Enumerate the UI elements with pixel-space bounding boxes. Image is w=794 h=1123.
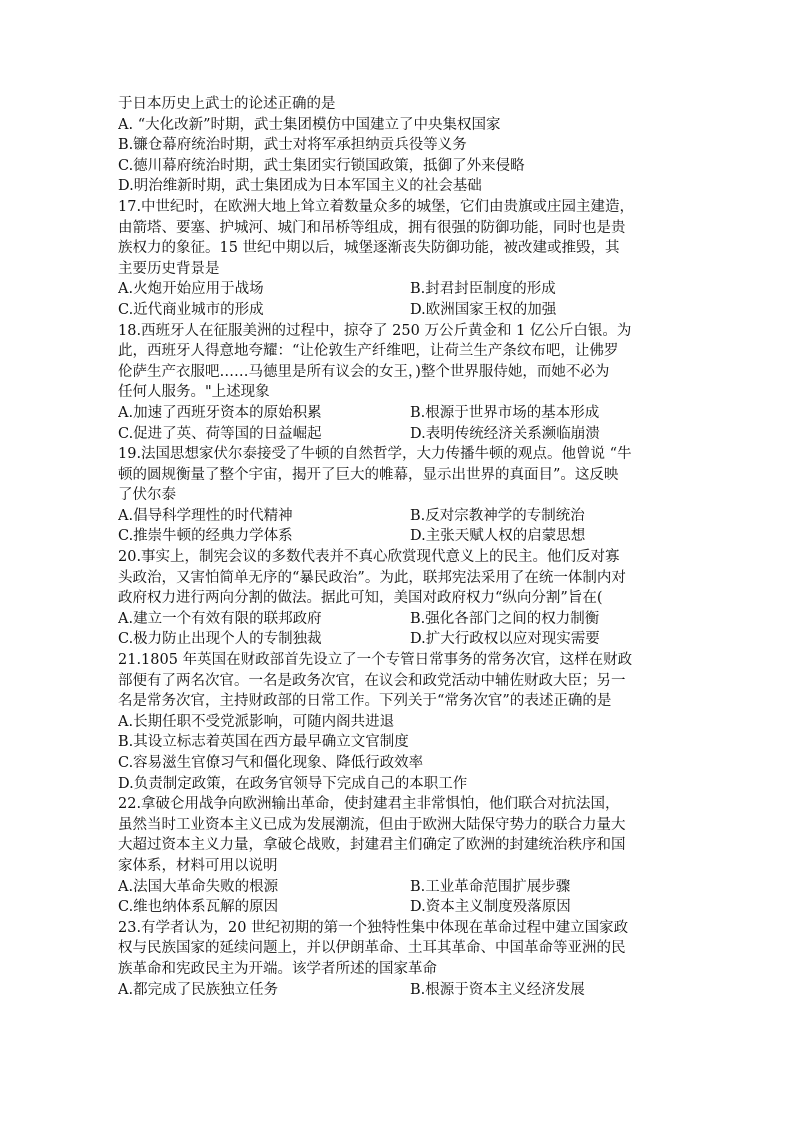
question-stem-line: 此，西班牙人得意地夸耀：“让伦敦生产纤维吧，让荷兰生产条纹布吧，让佛罗 xyxy=(118,343,619,360)
question-stem-line: 家体系，材料可用以说明 xyxy=(118,857,278,874)
option-b: B.镰仓幕府统治时期，武士对将军承担纳贡兵役等义务 xyxy=(118,137,467,154)
question-stem-line: 族权力的象征。15 世纪中期以后，城堡逐渐丧失防御功能，被改建或推毁，其 xyxy=(118,240,620,257)
question-stem-line: 22.拿破仑用战争向欧洲输出革命，使封建君主非常惧怕，他们联合对抗法国， xyxy=(118,796,620,813)
option-row xyxy=(118,506,718,527)
question-stem-line: 政府权力进行两向分割的做法。据此可知，美国对政府权力“纵向分割”旨在( xyxy=(118,590,603,607)
question-stem-line: 部便有了两名次官。一名是政务次官，在议会和政党活动中辅佐财政大臣；另一 xyxy=(118,672,626,689)
question-stem-line: 由箭塔、要塞、护城河、城门和吊桥等组成，拥有很强的防御功能，同时也是贵 xyxy=(118,219,626,236)
option-a: A.都完成了民族独立任务 xyxy=(118,981,279,998)
option-c: C.维也纳体系瓦解的原因 xyxy=(118,899,279,916)
option-d: D.资本主义制度殁落原因 xyxy=(410,899,571,916)
question-stem-line: 主要历史背景是 xyxy=(118,260,220,277)
question-stem-line: 伦萨生产衣服吧……马德里是所有议会的女王，)整个世界服侍她，而她不必为 xyxy=(118,363,610,380)
option-b: B.封君封臣制度的形成 xyxy=(410,281,556,298)
option-a: A.法国大革命失败的根源 xyxy=(118,878,279,895)
question-stem-line: 族革命和宪政民主为开端。该学者所述的国家革命 xyxy=(118,960,437,977)
option-a: A.长期任职不受党派影响，可随内阁共进退 xyxy=(118,713,395,730)
option-row xyxy=(118,300,718,321)
option-d: D.扩大行政权以应对现实需要 xyxy=(410,631,600,648)
option-d: D.主张天赋人权的启蒙思想 xyxy=(410,528,586,545)
question-stem-line: 虽然当时工业资本主义已成为发展潮流，但由于欧洲大陆保守势力的联合力量大 xyxy=(118,816,626,833)
option-c: C.近代商业城市的形成 xyxy=(118,301,264,318)
option-row xyxy=(118,897,718,918)
question-18 xyxy=(118,321,718,445)
question-stem-line: 19.法国思想家伏尔泰接受了牛顿的自然哲学，大力传播牛顿的观点。他曾说 “牛 xyxy=(118,446,632,463)
question-stem-line: 名是常务次官，主持财政部的日常工作。下列关于“常务次官”的表述正确的是 xyxy=(118,693,612,710)
option-b: B.反对宗教神学的专制统治 xyxy=(410,507,585,524)
question-23 xyxy=(118,918,718,1000)
option-d: D.明治维新时期，武士集团成为日本军国主义的社会基础 xyxy=(118,178,482,195)
option-b: B.强化各部门之间的权力制衡 xyxy=(410,610,600,627)
question-stem-line: 20.事实上，制宪会议的多数代表并不真心欣赏现代意义上的民主。他们反对寡 xyxy=(118,549,620,566)
question-19 xyxy=(118,444,718,547)
option-row xyxy=(118,980,718,1001)
question-stem-line: 头政治，又害怕简单无序的“暴民政治”。为此，联邦宪法采用了在统一体制内对 xyxy=(118,569,626,586)
option-row xyxy=(118,877,718,898)
option-a: A.倡导科学理性的时代精神 xyxy=(118,507,293,524)
exam-page xyxy=(118,94,718,1000)
option-b: B.根源于资本主义经济发展 xyxy=(410,981,585,998)
option-c: C.容易滋生官僚习气和僵化现象、降低行政效率 xyxy=(118,755,424,771)
question-stem-line: 23.有学者认为，20 世纪初期的第一个独特性集中体现在革命过程中建立国家政 xyxy=(118,919,629,936)
option-row xyxy=(118,526,718,547)
question-21 xyxy=(118,650,718,794)
option-a: A.火炮开始应用于战场 xyxy=(118,281,264,298)
question-20 xyxy=(118,547,718,650)
question-stem-line: 顿的圆规衡量了整个宇宙，揭开了巨大的帷幕，显示出世界的真面目”。这反映 xyxy=(118,466,619,483)
option-d: D.表明传统经济关系濒临崩溃 xyxy=(410,425,600,442)
option-a: A.加速了西班牙资本的原始积累 xyxy=(118,404,322,421)
question-stem-line: 于日本历史上武士的论述正确的是 xyxy=(118,96,336,112)
option-b: B.其设立标志着英国在西方最早确立文官制度 xyxy=(118,734,409,751)
question-stem-line: 了伏尔泰 xyxy=(118,487,176,504)
option-d: D.负责制定政策，在政务官领导下完成自己的本职工作 xyxy=(118,775,468,792)
option-b: B.根源于世界市场的基本形成 xyxy=(410,404,600,421)
question-stem-line: 21.1805 年英国在财政部首先设立了一个专管日常事务的常务次官，这样在财政 xyxy=(118,652,633,669)
option-a: A.建立一个有效有限的联邦政府 xyxy=(118,610,322,627)
option-row xyxy=(118,403,718,424)
option-row xyxy=(118,424,718,445)
option-d: D.欧洲国家王权的加强 xyxy=(410,301,557,318)
option-c: C.促进了英、荷等国的日益崛起 xyxy=(118,425,322,442)
question-22 xyxy=(118,794,718,918)
question-stem-line: 权与民族国家的延续问题上，并以伊朗革命、土耳其革命、中国革命等亚洲的民 xyxy=(118,940,626,957)
option-c: C.推崇牛顿的经典力学体系 xyxy=(118,528,293,545)
option-row xyxy=(118,609,718,630)
question-stem-line: 大超过资本主义力量，拿破仑战败，封建君主们确定了欧洲的封建统治秩序和国 xyxy=(118,837,626,854)
option-row xyxy=(118,279,718,300)
option-c: C.极力防止出现个人的专制独裁 xyxy=(118,631,322,648)
question-17 xyxy=(118,197,718,321)
question-stem-line: 任何人服务。"上述现象 xyxy=(118,384,270,401)
question-stem-line: 17.中世纪时，在欧洲大地上耸立着数量众多的城堡，它们由贵旗或庄园主建造， xyxy=(118,198,635,215)
option-a: A. “大化改新”时期，武士集团模仿中国建立了中央集权国家 xyxy=(118,116,501,133)
option-b: B.工业革命范围扩展步骤 xyxy=(410,878,571,895)
question-stem-line: 18.西班牙人在征服美洲的过程中，掠夺了 250 万公斤黄金和 1 亿公斤白银。为 xyxy=(118,322,632,339)
option-c: C.德川幕府统治时期，武士集团实行锁国政策，抵御了外来侵略 xyxy=(118,157,525,174)
option-row xyxy=(118,629,718,650)
question-16 xyxy=(118,94,718,197)
